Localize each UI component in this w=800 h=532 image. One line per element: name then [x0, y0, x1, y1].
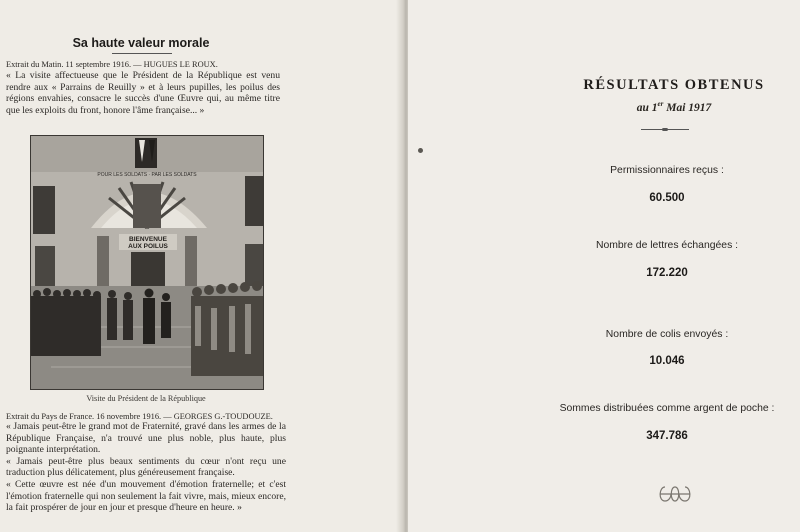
results-date — [548, 100, 800, 114]
stat-label-sommes: Sommes distribuées comme argent de poche : — [559, 403, 775, 414]
monogram-ornament-icon — [656, 484, 694, 504]
paper-hole — [418, 148, 423, 153]
stat-value-lettres: 172.220 — [646, 267, 688, 279]
photo-sign-welcome-1: BIENVENUE — [129, 236, 167, 243]
quote-2-paragraph: « Jamais peut-être plus beaux sentiments du cœur n'ont reçu une traduction plus délicatement, plus généreusement française. — [6, 455, 286, 479]
stat-label-colis: Nombre de colis envoyés : — [605, 329, 729, 340]
quote-2-paragraph: « Jamais peut-être le grand mot de Fraternité, gravé dans les armes de la République Française, n'a trouvé une plus noble, plus haute, plus poignante interprétation. — [6, 421, 286, 456]
source-citation-2: Extrait du Pays de France. 16 novembre 1916. — GEORGES G.-TOUDOUZE. — [6, 412, 273, 421]
quote-2-paragraph: « Cette œuvre est née d'un mouvement d'émotion fraternelle; et c'est l'émotion fraternelle qui non seulement la fait vivre, mais, mieux encore, la fait prospérer de jour en jour et presque d'heure en heure. » — [6, 478, 286, 514]
right-page — [408, 0, 800, 532]
stat-value-colis: 10.046 — [649, 355, 685, 367]
photo-sign-welcome-2: AUX POILUS — [128, 243, 168, 250]
stat-value-permissionnaires: 60.500 — [649, 192, 685, 204]
results-date-sup: er — [657, 100, 664, 108]
results-date-prefix: au 1 — [636, 101, 658, 114]
left-page-title: Sa haute valeur morale — [72, 36, 210, 50]
stat-label-lettres: Nombre de lettres échangées : — [595, 240, 739, 251]
results-date-suffix: Mai 1917 — [663, 101, 712, 114]
title-rule — [112, 53, 172, 54]
quote-2 — [6, 421, 286, 514]
source-citation-1: Extrait du Matin. 11 septembre 1916. — HUGUES LE ROUX. — [6, 60, 218, 69]
results-rule — [641, 129, 689, 130]
stat-label-permissionnaires: Permissionnaires reçus : — [610, 165, 724, 176]
president-visit-photo — [30, 135, 264, 390]
quote-1: « La visite affectueuse que le Président de la République est venu rendre aux « Parrains de Reuilly » et à leurs pupilles, les poilus des régions envahies, consacre le succès d'une Œuvre qui, au même titre que les exploits du front, honore l'âme française... » — [6, 70, 280, 116]
stat-value-sommes: 347.786 — [646, 430, 688, 442]
photo-sign-top: POUR LES SOLDATS · PAR LES SOLDATS — [97, 172, 197, 178]
photo-caption: Visite du Président de la République — [86, 394, 206, 403]
results-title: RÉSULTATS OBTENUS — [583, 77, 765, 93]
photo-illustration — [31, 136, 263, 389]
